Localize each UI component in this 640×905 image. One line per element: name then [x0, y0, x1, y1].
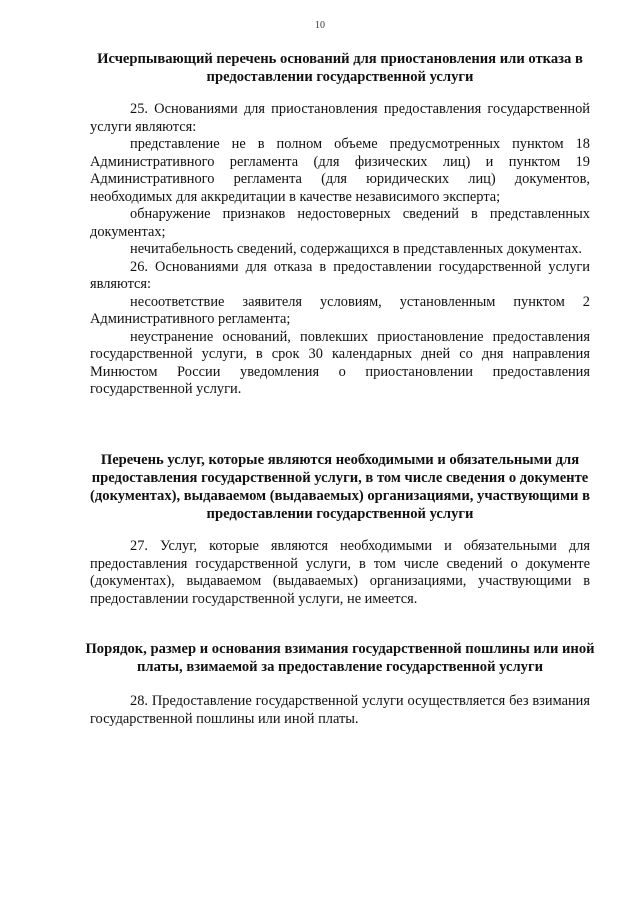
- paragraph-26-item-non-compliance: несоответствие заявителя условиям, установленным пунктом 2 Административного регламента;: [90, 293, 590, 327]
- page-number: 10: [315, 20, 325, 31]
- paragraph-28: 28. Предоставление государственной услуги осуществляется без взимания государственной пошлины или иной платы.: [90, 693, 590, 727]
- paragraph-26-item-not-eliminated: неустранение оснований, повлекших приостановление предоставления государственной услуги, в срок 30 календарных дней со дня направления Минюстом России уведомления о приостановлении предоставления государственной услуги.: [90, 328, 590, 397]
- paragraph-27: 27. Услуг, которые являются необходимыми и обязательными для предоставления государственной услуги, в том числе сведений о документе (документах), выдаваемом (выдаваемых) организациями, участвующими в предоставлении государственной услуги, не имеется.: [90, 538, 590, 607]
- section-body-grounds: [90, 101, 590, 399]
- paragraph-25-item-unreliable-info: обнаружение признаков недостоверных сведений в представленных документах;: [90, 206, 590, 240]
- section-heading-grounds-suspension-refusal: Исчерпывающий перечень оснований для приостановления или отказа в предоставлении государственной услуги: [97, 51, 583, 85]
- paragraph-25-item-incomplete-documents: представление не в полном объеме предусмотренных пунктом 18 Административного регламента (для физических лиц) и пунктом 19 Административного регламента (для юридических лиц) документов, необходимых для аккредитации в качестве независимого эксперта;: [90, 136, 590, 205]
- section-heading-state-fee: Порядок, размер и основания взимания государственной пошлины или иной платы, взимаемой за предоставление государственной услуги: [85, 641, 595, 675]
- section-body-state-fee: [90, 693, 590, 728]
- paragraph-26: 26. Основаниями для отказа в предоставлении государственной услуги являются:: [90, 258, 590, 292]
- paragraph-25-item-unreadable-info: нечитабельность сведений, содержащихся в представленных документах.: [130, 241, 582, 257]
- section-heading-necessary-services: Перечень услуг, которые являются необходимыми и обязательными для предоставления государственной услуги, в том числе сведения о документе (документах), выдаваемом (выдаваемых) организациями, участвующими в предоставлении государственной услуги: [90, 452, 590, 522]
- section-body-necessary-services: [90, 538, 590, 608]
- paragraph-25: 25. Основаниями для приостановления предоставления государственной услуги являются:: [90, 101, 590, 135]
